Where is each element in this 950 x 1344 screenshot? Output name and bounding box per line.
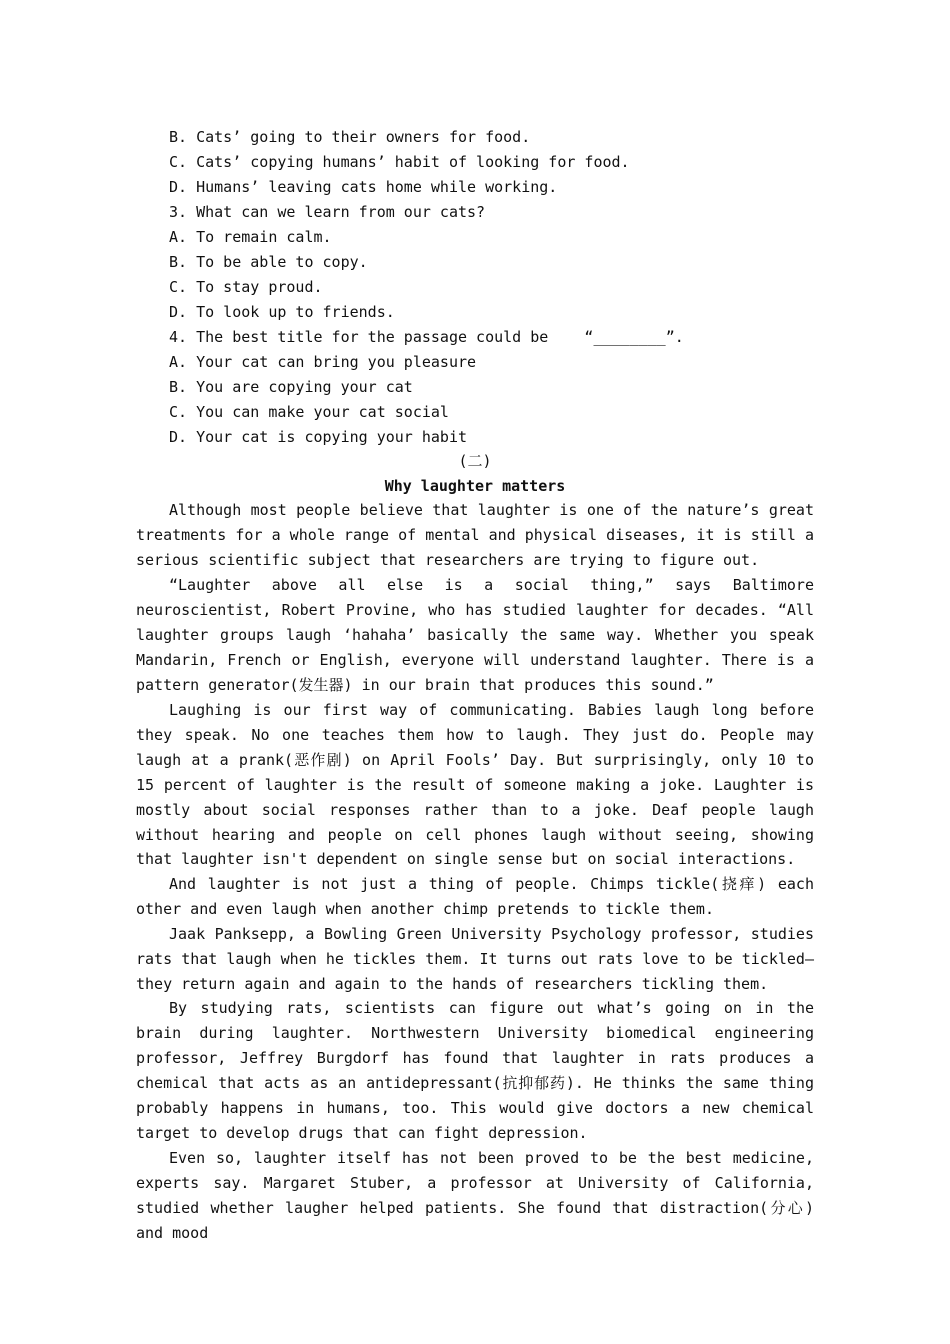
option-2c: C. Cats’ copying humans’ habit of looking for food. bbox=[169, 153, 630, 171]
option-2b: B. Cats’ going to their owners for food. bbox=[169, 128, 531, 146]
passage-title: Why laughter matters bbox=[384, 477, 566, 495]
option-4c: C. You can make your cat social bbox=[169, 403, 449, 421]
option-3b: B. To be able to copy. bbox=[169, 253, 368, 271]
option-4b: B. You are copying your cat bbox=[169, 378, 413, 396]
paragraph: Although most people believe that laughter is one of the nature’s great treatments for a whole range of mental and physical diseases, it is still a serious scientific subject that researchers are trying to figure out. bbox=[136, 501, 814, 569]
paragraph: Jaak Panksepp, a Bowling Green University Psychology professor, studies rats that laugh when he tickles them. It turns out rats love to be tickled—they return again and again to the hands of researchers tickling them. bbox=[136, 925, 814, 993]
question-4: 4. The best title for the passage could be “________”. bbox=[169, 328, 684, 346]
option-3d: D. To look up to friends. bbox=[169, 303, 395, 321]
paragraph: Even so, laughter itself has not been proved to be the best medicine, experts say. Margaret Stuber, a professor at University of California, studied whether laugher helped patients. She found that distraction(分心) and mood bbox=[136, 1149, 814, 1242]
paragraph: And laughter is not just a thing of people. Chimps tickle(挠痒) each other and even laugh when another chimp pretends to tickle them. bbox=[136, 875, 814, 918]
option-3c: C. To stay proud. bbox=[169, 278, 323, 296]
paragraph: By studying rats, scientists can figure out what’s going on in the brain during laughter. Northwestern University biomedical engineering professor, Jeffrey Burgdorf has found that laughter in rats produces a chemical that acts as an antidepressant(抗抑郁药). He thinks the same thing probably happens in humans, too. This would give doctors a new chemical target to develop drugs that can fight depression. bbox=[136, 999, 814, 1142]
paragraph: “Laughter above all else is a social thing,” says Baltimore neuroscientist, Robert Provine, who has studied laughter for decades. “All laughter groups laugh ‘hahaha’ basically the same way. Whether you speak Mandarin, French or English, everyone will understand laughter. There is a pattern generator(发生器) in our brain that produces this sound.” bbox=[136, 576, 814, 694]
question-3: 3. What can we learn from our cats? bbox=[169, 203, 486, 221]
section-number: (二) bbox=[458, 452, 492, 470]
option-4d: D. Your cat is copying your habit bbox=[169, 428, 468, 446]
paragraph: Laughing is our first way of communicating. Babies laugh long before they speak. No one teaches them how to laugh. They just do. People may laugh at a prank(恶作剧) on April Fools’ Day. But surprisingly, only 10 to 15 percent of laughter is the result of someone making a joke. Laughter is mostly about social responses rather than to a joke. Deaf people laugh without hearing and people on cell phones laugh without seeing, showing that laughter isn't dependent on single sense but on social interactions. bbox=[136, 701, 814, 869]
option-2d: D. Humans’ leaving cats home while working. bbox=[169, 178, 558, 196]
option-4a: A. Your cat can bring you pleasure bbox=[169, 353, 477, 371]
option-3a: A. To remain calm. bbox=[169, 228, 332, 246]
